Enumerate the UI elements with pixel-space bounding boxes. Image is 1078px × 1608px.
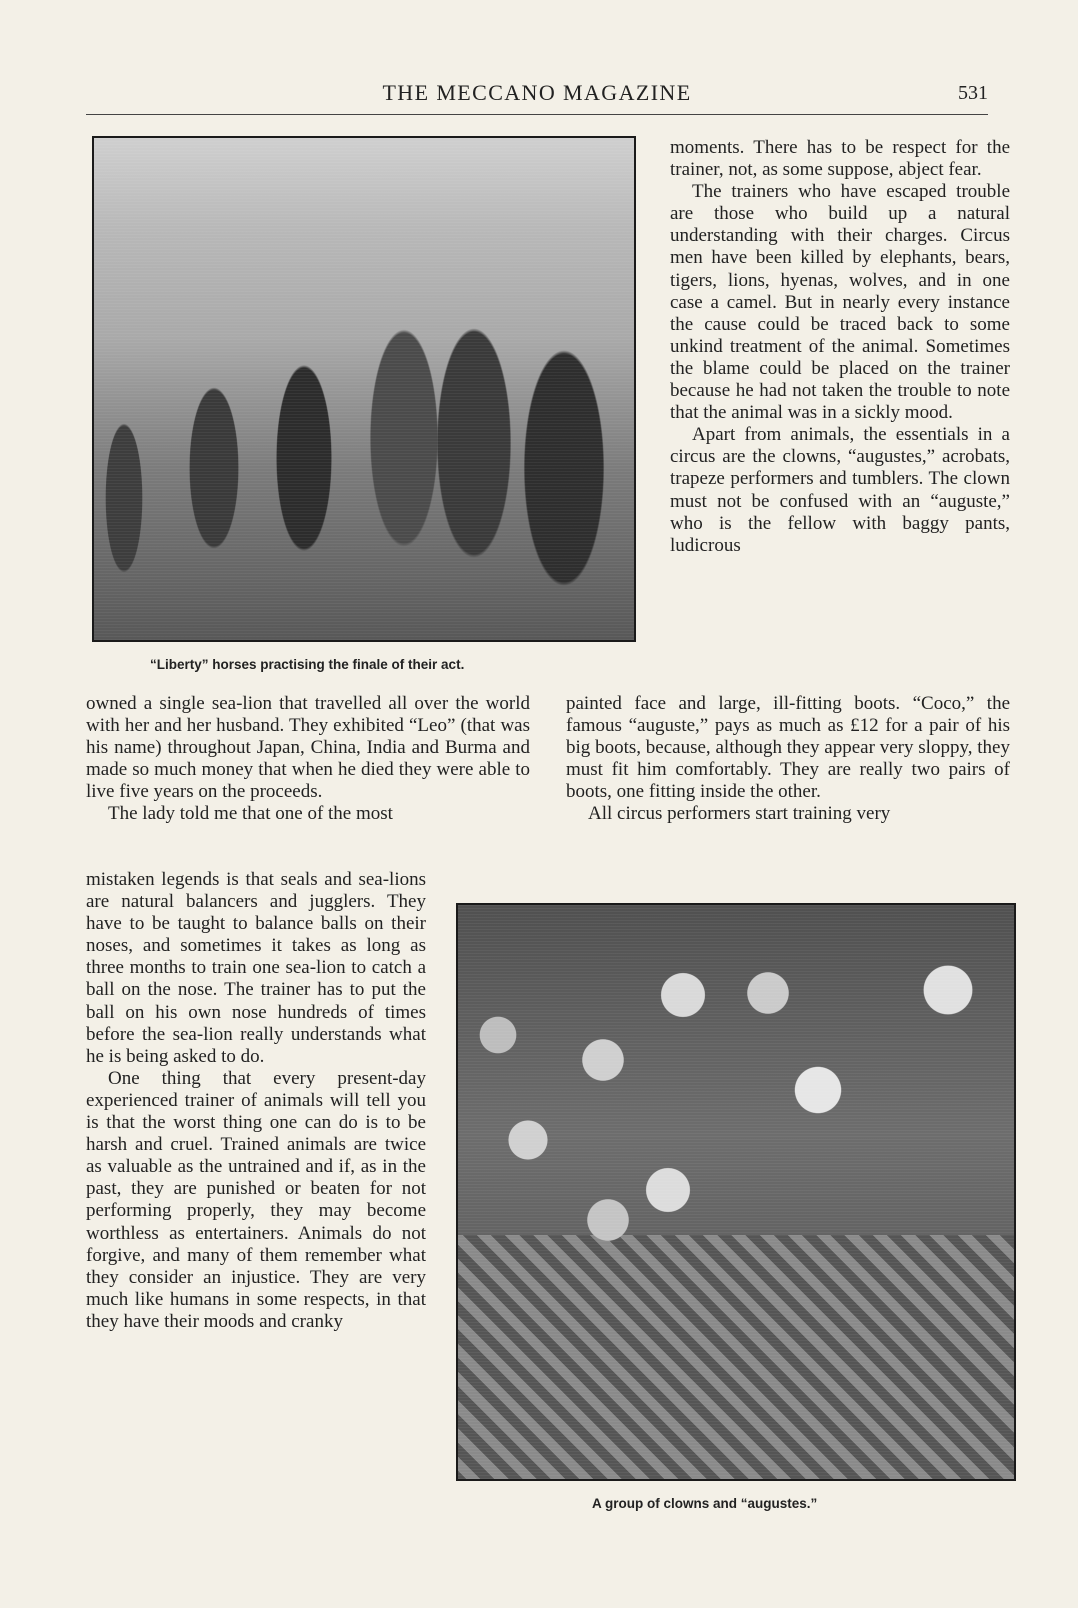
magazine-title: THE MECCANO MAGAZINE (382, 80, 692, 105)
paragraph: All circus performers start training very (588, 803, 891, 825)
clowns-photo-caption: A group of clowns and “augustes.” (592, 1496, 818, 1511)
middle-column-text (566, 693, 1010, 826)
right-column-text (670, 137, 1010, 557)
paragraph: The lady told me that one of the most (108, 803, 393, 825)
paragraph: One thing that every present-day experienced trainer of animals will tell you is that the worst thing one can do is to be harsh and cruel. Trained animals are twice as valuable as the untrained and if, as in the past, they are punished or beaten for not performing properly, they may become worthless as entertainers. Animals do not forgive, and many of them remember what they consider an injustice. They are very much like humans in some respects, in that they have their moods and cranky (86, 1067, 426, 1332)
page-number: 531 (958, 82, 988, 104)
paragraph: moments. There has to be respect for the trainer, not, as some suppose, abject fear. (670, 137, 1010, 181)
liberty-horses-photo (92, 136, 636, 642)
paragraph: The trainers who have escaped trouble are those who build up a natural understanding with their charges. Circus men have been killed by elephants, bears, tigers, lions, hyenas, wolves, and in one case a camel. But in nearly every instance the cause could be traced back to some unkind treatment of the animal. Sometimes the blame could be placed on the trainer because he had not taken the trouble to note that the animal was in a sickly mood. (670, 181, 1010, 424)
left-narrow-column-text (86, 869, 426, 1333)
clowns-group-photo (456, 903, 1016, 1481)
paragraph: owned a single sea-lion that travelled all over the world with her and her husband. They exhibited “Leo” (that was his name) throughout Japan, China, India and Burma and made so much money that when he died they were able to live five years on the proceeds. (86, 693, 530, 803)
left-column-text (86, 693, 530, 826)
paragraph: painted face and large, ill-fitting boots. “Coco,” the famous “auguste,” pays as much as £12 for a pair of his big boots, because, although they appear very sloppy, they must fit him comfortably. They are really two pairs of boots, one fitting inside the other. (566, 693, 1010, 803)
running-head (86, 80, 988, 115)
horses-photo-caption: “Liberty” horses practising the finale of their act. (150, 657, 465, 672)
paragraph: Apart from animals, the essentials in a circus are the clowns, “augustes,” acrobats, trapeze performers and tumblers. The clown must not be confused with an “auguste,” who is the fellow with baggy pants, ludicrous (670, 424, 1010, 556)
paragraph: mistaken legends is that seals and sea-lions are natural balancers and jugglers. They have to be taught to balance balls on their noses, and sometimes it takes as long as three months to train one sea-lion to catch a ball on the nose. The trainer has to put the ball on his own nose hundreds of times before the sea-lion really understands what he is being asked to do. (86, 869, 426, 1067)
